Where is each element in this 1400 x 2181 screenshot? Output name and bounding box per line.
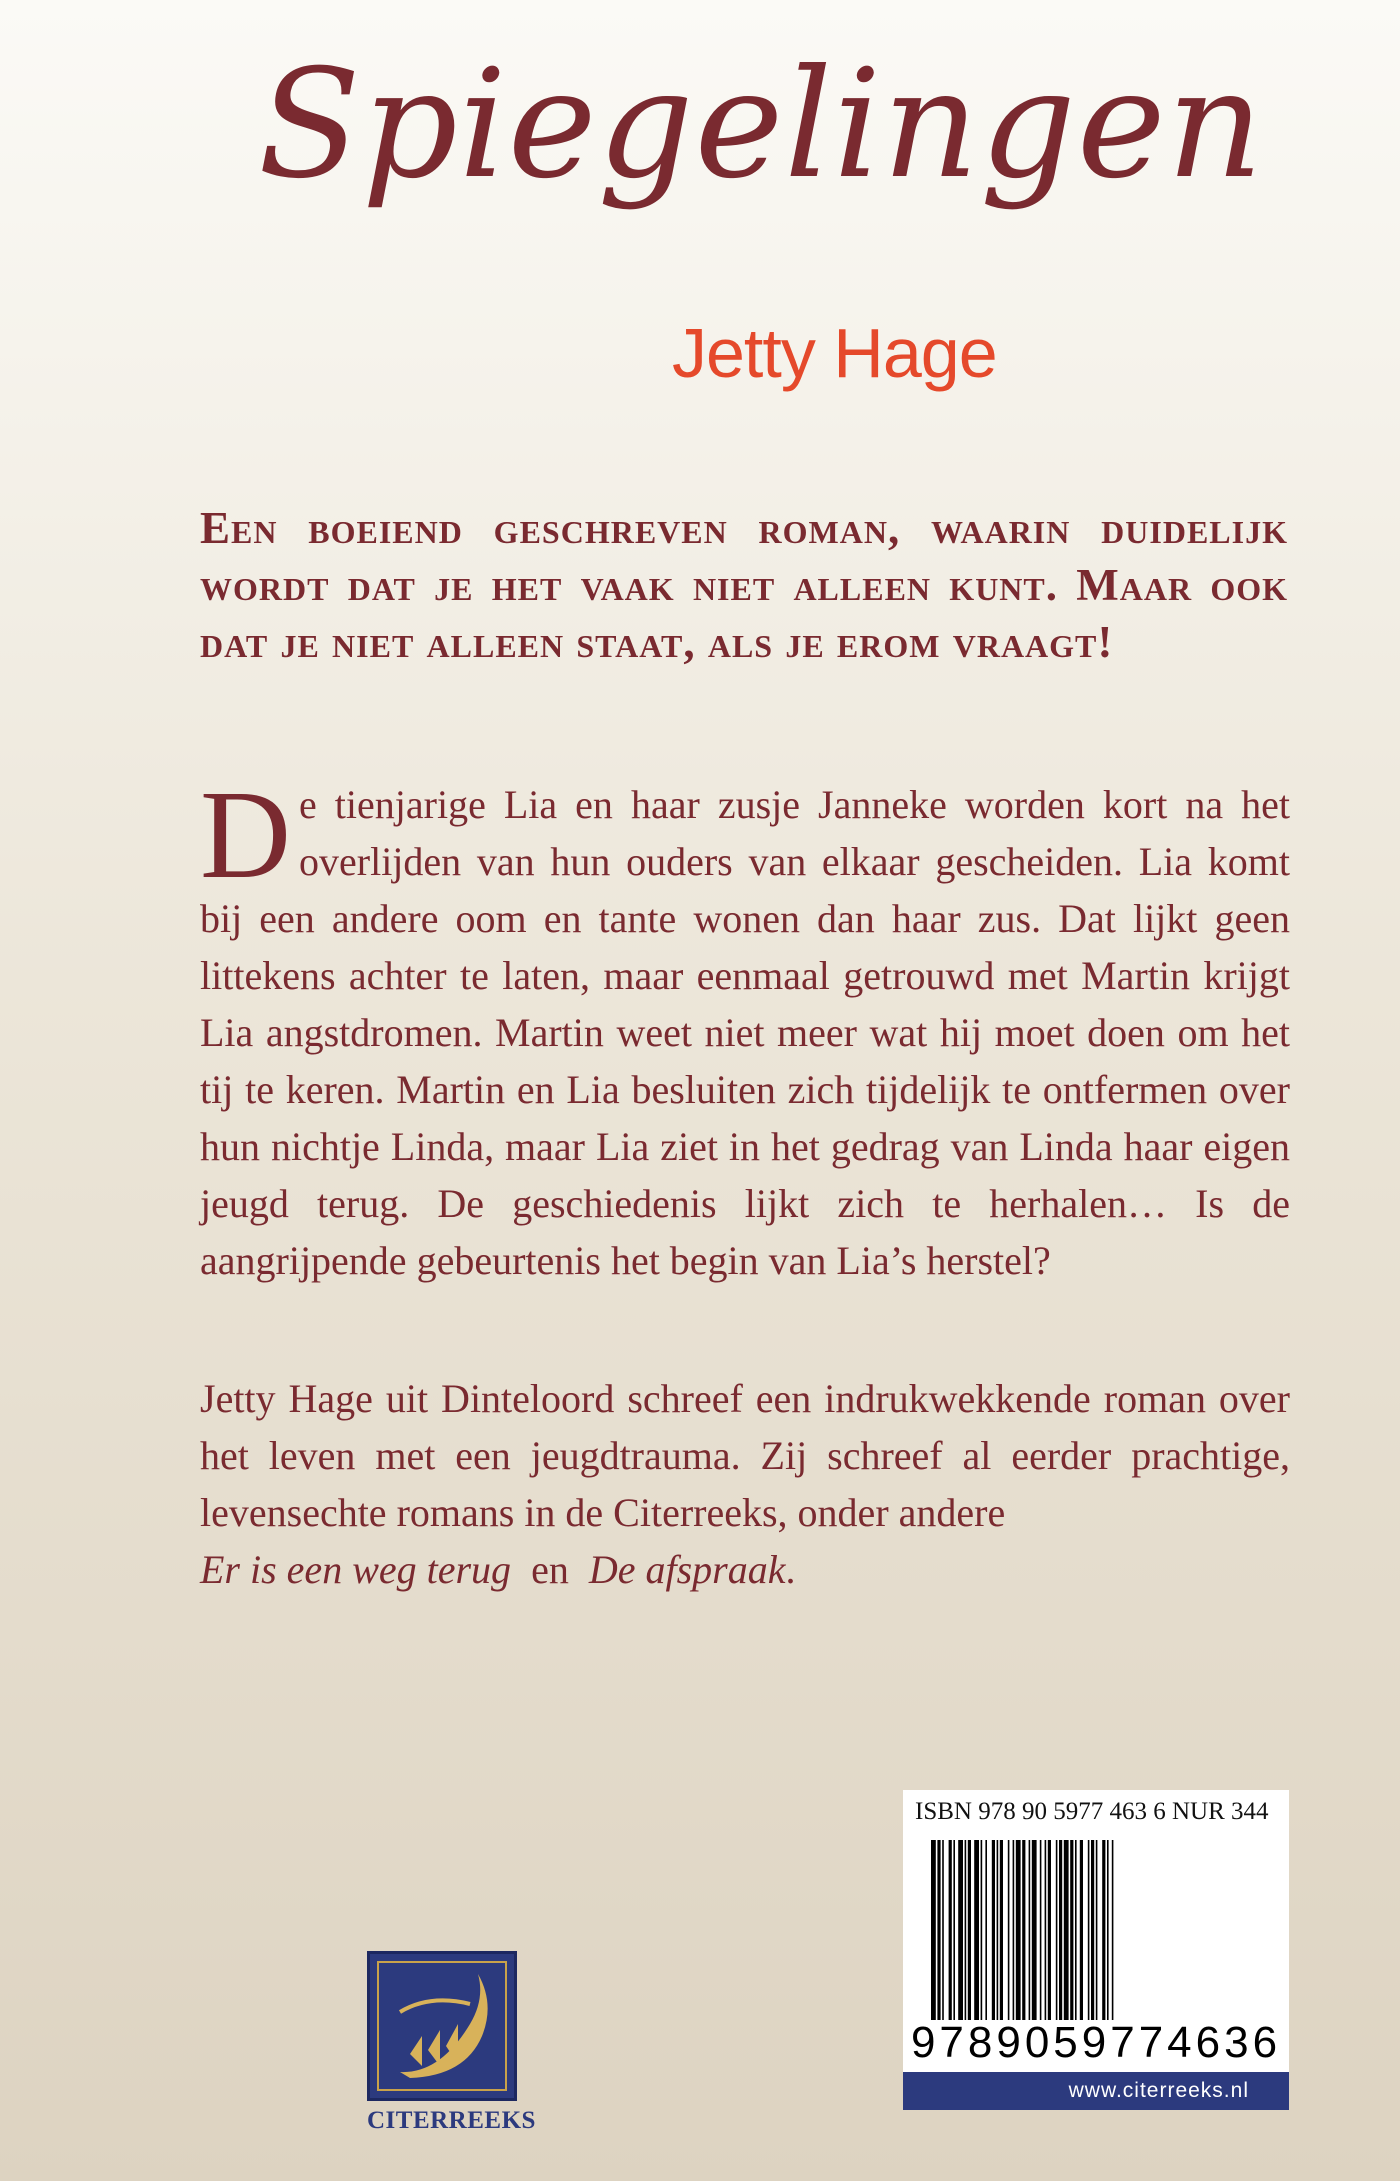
publisher-url: www.citerreeks.nl [903, 2072, 1289, 2110]
summary-text: e tienjarige Lia en haar zusje Janneke worden kort na het overlijden van hun ouders van elkaar gescheiden. Lia komt bij een andere oom en tante wonen dan haar zus. Dat lijkt geen littekens achter te laten, maar eenmaal getrouwd met Martin krijgt Lia angstdromen. Martin weet niet meer wat hij moet doen om het tij te keren. Martin en Lia besluiten zich tijdelijk te ontfermen over hun nichtje Linda, maar Lia ziet in het gedrag van Linda haar eigen jeugd terug. De geschiedenis lijkt zich te herhalen… Is de aangrijpende gebeurtenis het begin van Lia’s herstel? [200, 782, 1290, 1283]
bio-conjunction: en [531, 1547, 569, 1592]
isbn-line: ISBN 978 90 5977 463 6 NUR 344 [915, 1798, 1269, 1825]
bio-end: . [785, 1547, 796, 1592]
book-title-2: De afspraak [588, 1547, 786, 1592]
drop-cap: D [200, 766, 291, 905]
publisher-logo [367, 1951, 536, 2135]
summary-paragraph [200, 766, 1290, 1289]
blurb-text: Een boeiend geschreven roman, waarin duidelijk wordt dat je het vaak niet alleen kunt. Maar ook dat je niet alleen staat, als je erom vraagt! [200, 503, 1288, 667]
publisher-name: CITERREEKS [367, 2107, 536, 2134]
bio-text: Jetty Hage uit Dinteloord schreef een indrukwekkende roman over het leven met een jeugdtrauma. Zij schreef al eerder prachtige, levensechte romans in de Citerreeks, onder andere [200, 1376, 1290, 1535]
book-title: Spiegelingen [258, 38, 1265, 212]
author-bio [200, 1370, 1290, 1598]
book-title-1: Er is een weg terug [200, 1547, 512, 1592]
ean-digits: 9789059774636 [910, 2018, 1282, 2067]
barcode-panel [903, 1790, 1289, 2110]
citerreeks-emblem-icon [367, 1951, 517, 2101]
barcode-icon [931, 1840, 1261, 2020]
author-name: Jetty Hage [672, 314, 997, 392]
